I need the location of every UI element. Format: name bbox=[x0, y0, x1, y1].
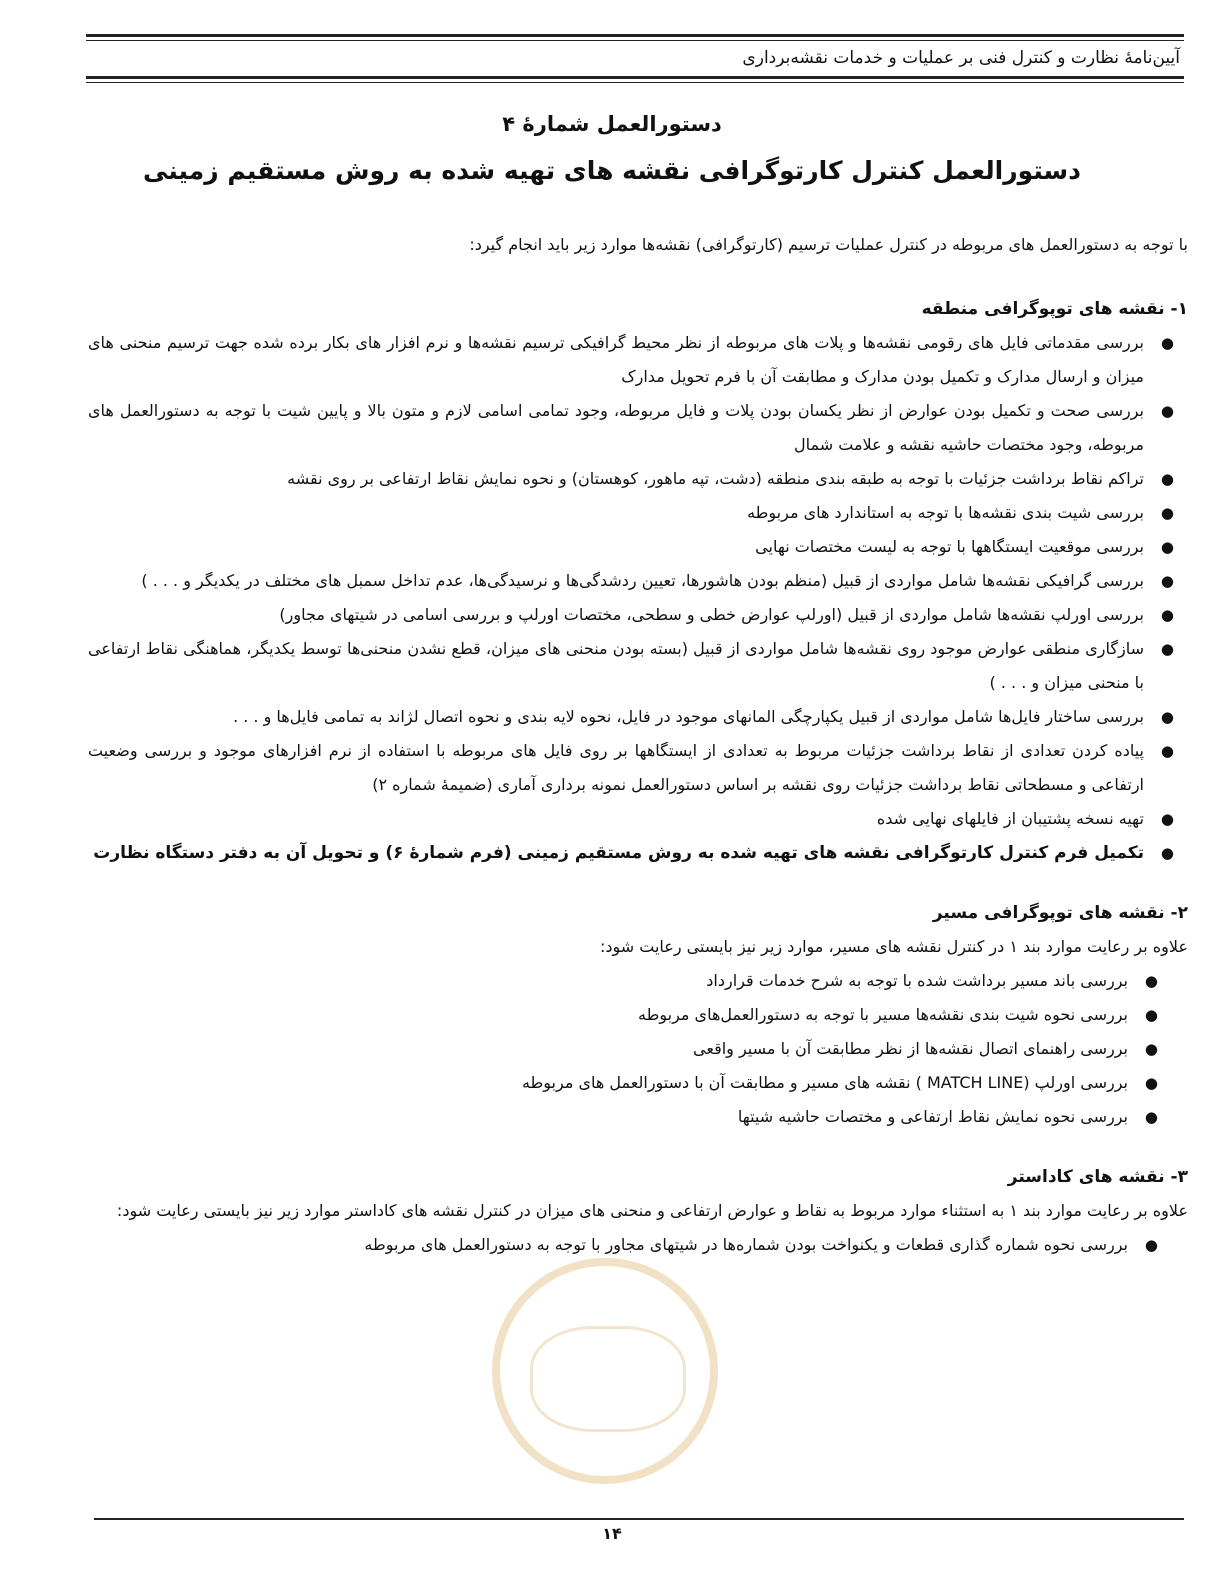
list-item: ● پیاده کردن تعدادی از نقاط برداشت جزئیات مربوط به تعدادی از ایستگاهها بر روی فایل های مربوطه با استفاده از نرم افزارهای موجود و بررسی وضعیت ارتفاعی و مسطحاتی نقاط برداشت جزئیات روی نقشه بر اساس دستورالعمل نمونه برداری آماری (ضمیمهٔ شماره ۲) bbox=[88, 734, 1144, 802]
bullet-icon: ● bbox=[1160, 708, 1174, 726]
section-2-intro: علاوه بر رعایت موارد بند ۱ در کنترل نقشه های مسیر، موارد زیر نیز بایستی رعایت شود: bbox=[599, 937, 1188, 956]
list-item: ● بررسی نحوه نمایش نقاط ارتفاعی و مختصات حاشیه شیتها bbox=[88, 1100, 1128, 1134]
list-item: ● بررسی راهنمای اتصال نقشه‌ها از نظر مطابقت آن با مسیر واقعی bbox=[88, 1032, 1128, 1066]
list-item: ● بررسی ساختار فایل‌ها شامل مواردی از قبیل یکپارچگی المانهای موجود در فایل، نحوه لایه بندی و نحوه اتصال لژاند به تمامی فایل‌ها و . . . bbox=[88, 700, 1144, 734]
section-3-title: ۳- نقشه های کاداستر bbox=[1007, 1167, 1188, 1187]
bullet-icon: ● bbox=[1160, 742, 1174, 760]
bullet-icon: ● bbox=[1160, 504, 1174, 522]
list-item: ● تراکم نقاط برداشت جزئیات با توجه به طبقه بندی منطقه (دشت، تپه ماهور، کوهستان) و نحوه نمایش نقاط ارتفاعی بر روی نقشه bbox=[88, 462, 1144, 496]
section-1-list bbox=[88, 326, 1188, 870]
section-1-title: ۱- نقشه های توپوگرافی منطقه bbox=[921, 299, 1188, 319]
list-item: ● بررسی باند مسیر برداشت شده با توجه به شرح خدمات قرارداد bbox=[88, 964, 1128, 998]
list-item: ● بررسی نحوه شماره گذاری قطعات و یکنواخت بودن شماره‌ها در شیتهای مجاور با توجه به دستورالعمل های مربوطه bbox=[88, 1228, 1128, 1262]
bullet-icon: ● bbox=[1160, 470, 1174, 488]
footer-rule bbox=[94, 1518, 1184, 1520]
section-3-list bbox=[88, 1228, 1188, 1262]
bullet-icon: ● bbox=[1160, 572, 1174, 590]
bullet-icon: ● bbox=[1144, 1006, 1158, 1024]
watermark-seal-icon bbox=[492, 1258, 718, 1484]
header-rule-top-thin bbox=[86, 40, 1184, 41]
page-title: دستورالعمل کنترل کارتوگرافی نقشه های تهیه شده به روش مستقیم زمینی bbox=[143, 156, 1081, 185]
list-item: ● بررسی اورلپ نقشه‌ها شامل مواردی از قبیل (اورلپ عوارض خطی و سطحی، مختصات اورلپ و بررسی اسامی در شیتهای مجاور) bbox=[88, 598, 1144, 632]
page-number: ۱۴ bbox=[602, 1524, 622, 1543]
bullet-icon: ● bbox=[1144, 1108, 1158, 1126]
document-body bbox=[88, 228, 1188, 1262]
section-2-title: ۲- نقشه های توپوگرافی مسیر bbox=[932, 903, 1188, 923]
bullet-icon: ● bbox=[1160, 402, 1174, 420]
running-header: آیین‌نامهٔ نظارت و کنترل فنی بر عملیات و خدمات نقشه‌برداری bbox=[742, 48, 1180, 68]
bullet-icon: ● bbox=[1144, 972, 1158, 990]
section-3-intro: علاوه بر رعایت موارد بند ۱ به استثناء موارد مربوط به نقاط و عوارض ارتفاعی و منحنی های میزان در کنترل نقشه های کاداستر موارد زیر نیز بایستی رعایت شود: bbox=[116, 1201, 1188, 1220]
list-item: ● سازگاری منطقی عوارض موجود روی نقشه‌ها شامل مواردی از قبیل (بسته بودن منحنی های میزان، قطع نشدن منحنی‌ها توسط یکدیگر، هماهنگی نقاط ارتفاعی با منحنی میزان و . . . ) bbox=[88, 632, 1144, 700]
instruction-number: دستورالعمل شمارهٔ ۴ bbox=[502, 112, 722, 136]
list-item: ● بررسی گرافیکی نقشه‌ها شامل مواردی از قبیل (منظم بودن هاشورها، تعیین ردشدگی‌ها و نرسیدگی‌ها، عدم تداخل سمبل های مختلف در یکدیگر و . . . ) bbox=[88, 564, 1144, 598]
bullet-icon: ● bbox=[1160, 844, 1174, 862]
header-rule-bottom-thin bbox=[86, 82, 1184, 83]
list-item: ● بررسی نحوه شیت بندی نقشه‌ها مسیر با توجه به دستورالعمل‌های مربوطه bbox=[88, 998, 1128, 1032]
bullet-icon: ● bbox=[1144, 1040, 1158, 1058]
bullet-icon: ● bbox=[1160, 810, 1174, 828]
list-item: ● بررسی مقدماتی فایل های رقومی نقشه‌ها و پلات های مربوطه از نظر محیط گرافیکی ترسیم نقشه‌ها و نرم افزار های بکار برده شده جهت ترسیم منحنی های میزان و ارسال مدارک و تکمیل بودن مدارک و مطابقت آن با فرم تحویل مدارک bbox=[88, 326, 1144, 394]
list-item: ● بررسی اورلپ (MATCH LINE ) نقشه های مسیر و مطابقت آن با دستورالعمل های مربوطه bbox=[88, 1066, 1128, 1100]
list-item: ● بررسی موقعیت ایستگاهها با توجه به لیست مختصات نهایی bbox=[88, 530, 1144, 564]
bullet-icon: ● bbox=[1160, 606, 1174, 624]
bullet-icon: ● bbox=[1160, 640, 1174, 658]
list-item: ● بررسی صحت و تکمیل بودن عوارض از نظر یکسان بودن پلات و فایل مربوطه، وجود تمامی اسامی لازم و متون بالا و پایین شیت با توجه به دستورالعمل های مربوطه، وجود مختصات حاشیه نقشه و علامت شمال bbox=[88, 394, 1144, 462]
bullet-icon: ● bbox=[1160, 334, 1174, 352]
header-rule-top bbox=[86, 34, 1184, 37]
list-item: ● تهیه نسخه پشتیبان از فایلهای نهایی شده bbox=[88, 802, 1144, 836]
seal-inner-ring bbox=[530, 1326, 686, 1432]
bullet-icon: ● bbox=[1160, 538, 1174, 556]
intro-paragraph: با توجه به دستورالعمل های مربوطه در کنترل عملیات ترسیم (کارتوگرافی) نقشه‌ها موارد زیر باید انجام گیرد: bbox=[469, 235, 1188, 254]
list-item-bold: ● تکمیل فرم کنترل کارتوگرافی نقشه های تهیه شده به روش مستقیم زمینی (فرم شمارهٔ ۶) و تحویل آن به دفتر دستگاه نظارت bbox=[88, 836, 1144, 870]
list-item: ● بررسی شیت بندی نقشه‌ها با توجه به استاندارد های مربوطه bbox=[88, 496, 1144, 530]
section-2-list bbox=[88, 964, 1188, 1134]
bullet-icon: ● bbox=[1144, 1236, 1158, 1254]
bullet-icon: ● bbox=[1144, 1074, 1158, 1092]
header-rule-bottom bbox=[86, 76, 1184, 79]
